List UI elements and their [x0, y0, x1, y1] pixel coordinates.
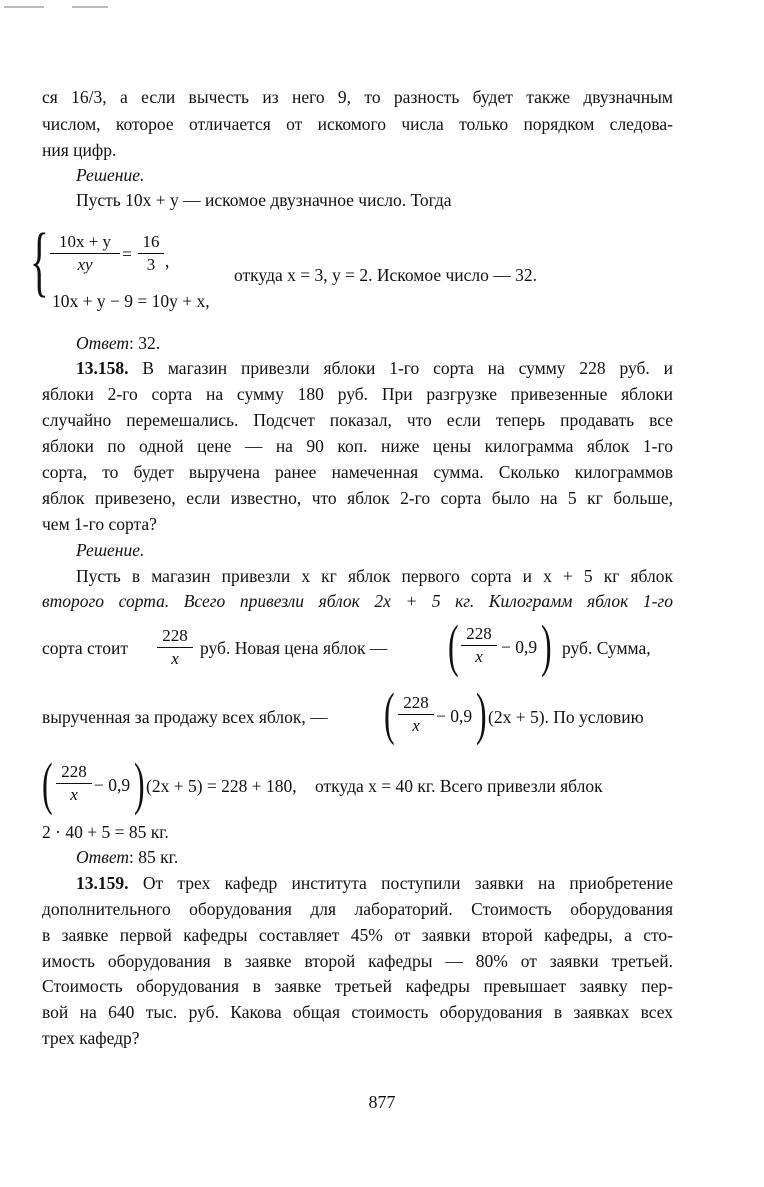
text-line: имость оборудования в заявке второй кафедры — 80% от заявки третьей.: [42, 951, 673, 971]
text-line: трех кафедр?: [42, 1028, 140, 1048]
text-span: − 0,9: [436, 706, 473, 726]
text-span: откуда x = 40 кг. Всего привезли яблок: [315, 776, 603, 796]
fraction: [138, 232, 164, 275]
denominator: x: [70, 785, 78, 804]
left-paren: (: [448, 613, 459, 678]
answer-value: : 85 кг.: [129, 847, 179, 867]
problem-number: 13.159.: [76, 873, 129, 893]
text-span: (2x + 5) = 228 + 180,: [146, 776, 297, 796]
right-paren: ): [541, 613, 552, 678]
comma: ,: [165, 251, 170, 271]
system-result: откуда x = 3, y = 2. Искомое число — 32.: [234, 265, 538, 285]
text-span: В магазин привезли яблоки 1-го сорта на сумму 228 руб. и: [128, 358, 673, 378]
text-line: яблоки 2-го сорта на сумму 180 руб. При разгрузке привезенные яблоки: [42, 384, 673, 404]
fraction: [56, 762, 92, 805]
text-line: Пусть в магазин привезли x кг яблок первого сорта и x + 5 кг яблок: [76, 566, 673, 586]
text-span: сорта стоит: [42, 638, 128, 658]
text-span: руб. Сумма,: [562, 638, 651, 658]
denominator: x: [412, 716, 420, 735]
problem-line: [76, 357, 673, 379]
text-span: вырученная за продажу всех яблок, —: [42, 707, 328, 727]
left-paren: (: [42, 751, 53, 816]
answer-label: Ответ: [76, 333, 130, 353]
fraction: [157, 626, 193, 669]
solution-label: Решение.: [76, 540, 145, 560]
text-line: Стоимость оборудования в заявке третьей кафедры превышает заявку пер-: [42, 976, 673, 996]
numerator: 10x + y: [58, 232, 112, 251]
text-line: яблоки по одной цене — на 90 коп. ниже цены килограмма яблок 1-го: [42, 436, 673, 456]
denominator: x: [475, 647, 483, 666]
numerator: 228: [403, 693, 429, 712]
right-paren: ): [134, 751, 145, 816]
denominator: xy: [77, 255, 93, 274]
text-line: Пусть 10x + y — искомое двузначное число. Тогда: [76, 190, 452, 210]
problem-line: [76, 872, 673, 894]
scan-mark: [72, 6, 108, 8]
text-line: яблок привезено, если известно, что яблок 2-го сорта было на 5 кг больше,: [42, 488, 673, 508]
problem-number: 13.158.: [76, 358, 129, 378]
page-number: 877: [368, 1092, 396, 1112]
answer-value: : 32.: [129, 333, 161, 353]
equals: =: [122, 244, 132, 264]
system-brace: {: [30, 217, 49, 304]
text-line: 2 · 40 + 5 = 85 кг.: [42, 822, 169, 842]
fraction: [461, 624, 497, 667]
numerator: 16: [142, 232, 160, 251]
text-span: (2x + 5). По условию: [488, 707, 644, 727]
text-span: От трех кафедр института поступили заявки на приобретение: [128, 873, 673, 893]
scan-mark: [4, 6, 44, 8]
answer: [76, 332, 673, 354]
text-line: вой на 640 тыс. руб. Какова общая стоимость оборудования в заявках всех: [42, 1002, 673, 1022]
text-line: ся 16/3, а если вычесть из него 9, то разность будет также двузначным: [42, 87, 673, 107]
answer: [76, 846, 673, 868]
solution-label: Решение.: [76, 165, 145, 185]
text-line: дополнительного оборудования для лабораторий. Стоимость оборудования: [42, 899, 673, 919]
text-span: − 0,9: [501, 637, 538, 657]
denominator: x: [171, 649, 179, 668]
text-line: второго сорта. Всего привезли яблок 2x + 5 кг. Килограмм яблок 1-го: [42, 591, 673, 611]
left-paren: (: [384, 681, 395, 746]
numerator: 228: [466, 624, 492, 643]
fraction: [50, 232, 120, 275]
text-line: числом, которое отличается от искомого числа только порядком следова-: [42, 114, 673, 134]
text-line: сорта, то будет выручена ранее намеченная сумма. Сколько килограммов: [42, 462, 673, 482]
equation-line: 10x + y − 9 = 10y + x,: [52, 291, 210, 311]
denominator: 3: [146, 255, 156, 274]
text-span: − 0,9: [94, 775, 131, 795]
fraction: [398, 693, 434, 736]
text-line: случайно перемешались. Подсчет показал, что если теперь продавать все: [42, 410, 673, 430]
text-span: руб. Новая цена яблок —: [200, 638, 388, 658]
text-line: в заявке первой кафедры составляет 45% от заявки второй кафедры, а сто-: [42, 925, 673, 945]
text-line: чем 1-го сорта?: [42, 514, 157, 534]
numerator: 228: [162, 626, 188, 645]
answer-label: Ответ: [76, 847, 130, 867]
numerator: 228: [61, 762, 87, 781]
right-paren: ): [476, 681, 487, 746]
text-line: ния цифр.: [42, 140, 117, 160]
